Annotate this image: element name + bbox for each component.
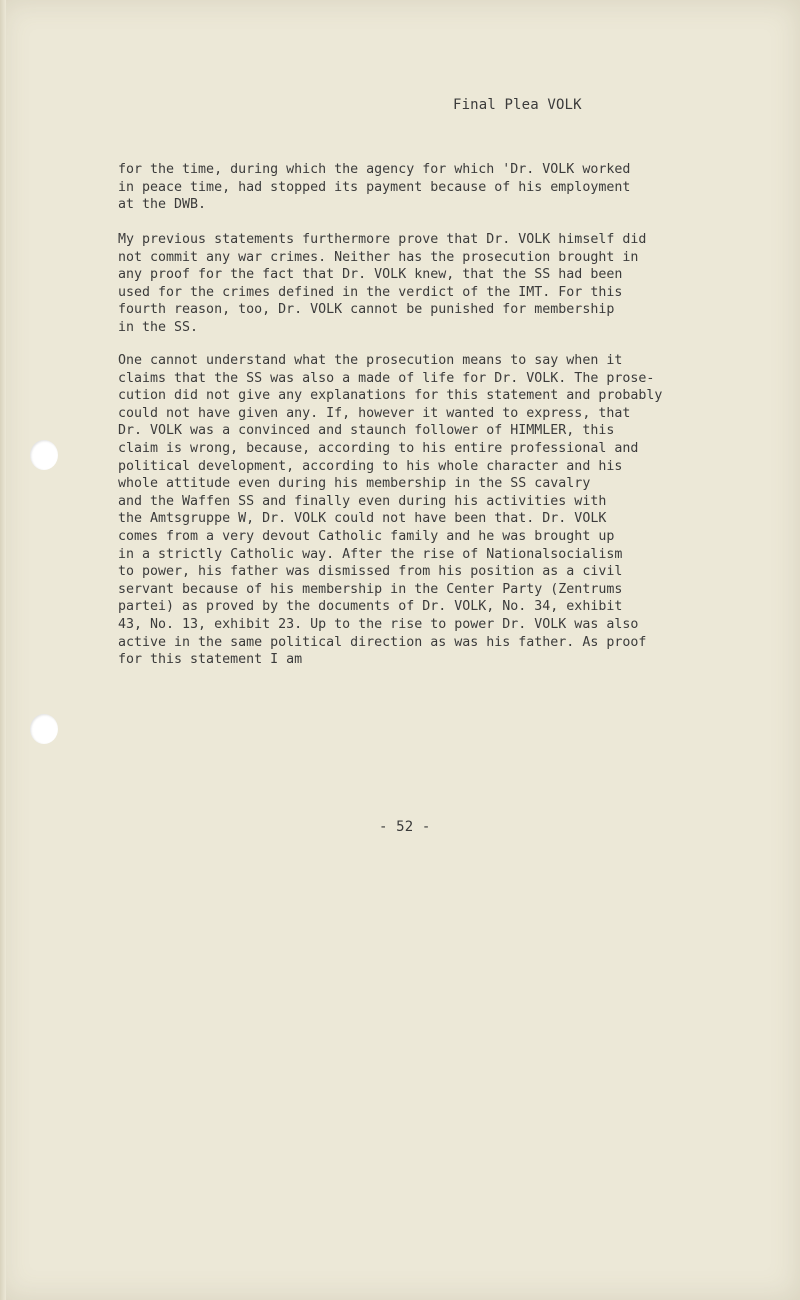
text-line: the Amtsgruppe W, Dr. VOLK could not have been that. Dr. VOLK <box>118 511 607 527</box>
text-line: One cannot understand what the prosecution means to say when it <box>118 353 623 368</box>
text-line: 43, No. 13, exhibit 23. Up to the rise to power Dr. VOLK was also <box>118 616 639 632</box>
text-line: My previous statements furthermore prove that Dr. VOLK himself did <box>118 232 647 247</box>
paragraph-2 <box>118 231 646 337</box>
text-line: for the time, during which the agency for which 'Dr. VOLK worked <box>118 162 631 177</box>
text-line: claims that the SS was also a made of life for Dr. VOLK. The prose- <box>118 370 655 386</box>
punch-hole-top <box>30 440 58 470</box>
text-line: not commit any war crimes. Neither has the prosecution brought in <box>118 249 639 265</box>
text-line: in a strictly Catholic way. After the rise of Nationalsocialism <box>118 546 623 562</box>
text-line: fourth reason, too, Dr. VOLK cannot be punished for membership <box>118 302 615 318</box>
text-line: cution did not give any explanations for this statement and probably <box>118 388 663 404</box>
text-line: and the Waffen SS and finally even during his activities with <box>118 493 607 509</box>
text-line: active in the same political direction as was his father. As proof <box>118 634 647 650</box>
text-line: comes from a very devout Catholic family and he was brought up <box>118 528 615 544</box>
text-line: whole attitude even during his membership in the SS cavalry <box>118 476 591 492</box>
text-line: used for the crimes defined in the verdict of the IMT. For this <box>118 284 623 300</box>
text-line: in peace time, had stopped its payment because of his employment <box>118 179 631 195</box>
text-line: partei) as proved by the documents of Dr. VOLK, No. 34, exhibit <box>118 599 623 615</box>
page-edge-shadow <box>0 0 6 1300</box>
text-line: any proof for the fact that Dr. VOLK knew, that the SS had been <box>118 267 623 283</box>
page-header-title: Final Plea VOLK <box>453 97 582 113</box>
punch-hole-bottom <box>30 714 58 744</box>
text-line: at the DWB. <box>118 197 207 213</box>
paragraph-3 <box>118 352 662 669</box>
page-number: - 52 - <box>379 819 431 835</box>
text-line: could not have given any. If, however it wanted to express, that <box>118 405 631 421</box>
text-line: political development, according to his whole character and his <box>118 458 623 474</box>
paragraph-1 <box>118 161 630 214</box>
text-line: servant because of his membership in the Center Party (Zentrums <box>118 581 623 597</box>
text-line: to power, his father was dismissed from his position as a civil <box>118 564 623 580</box>
text-line: in the SS. <box>118 319 199 335</box>
text-line: for this statement I am <box>118 652 303 668</box>
text-line: Dr. VOLK was a convinced and staunch follower of HIMMLER, this <box>118 423 615 439</box>
text-line: claim is wrong, because, according to his entire professional and <box>118 440 639 456</box>
